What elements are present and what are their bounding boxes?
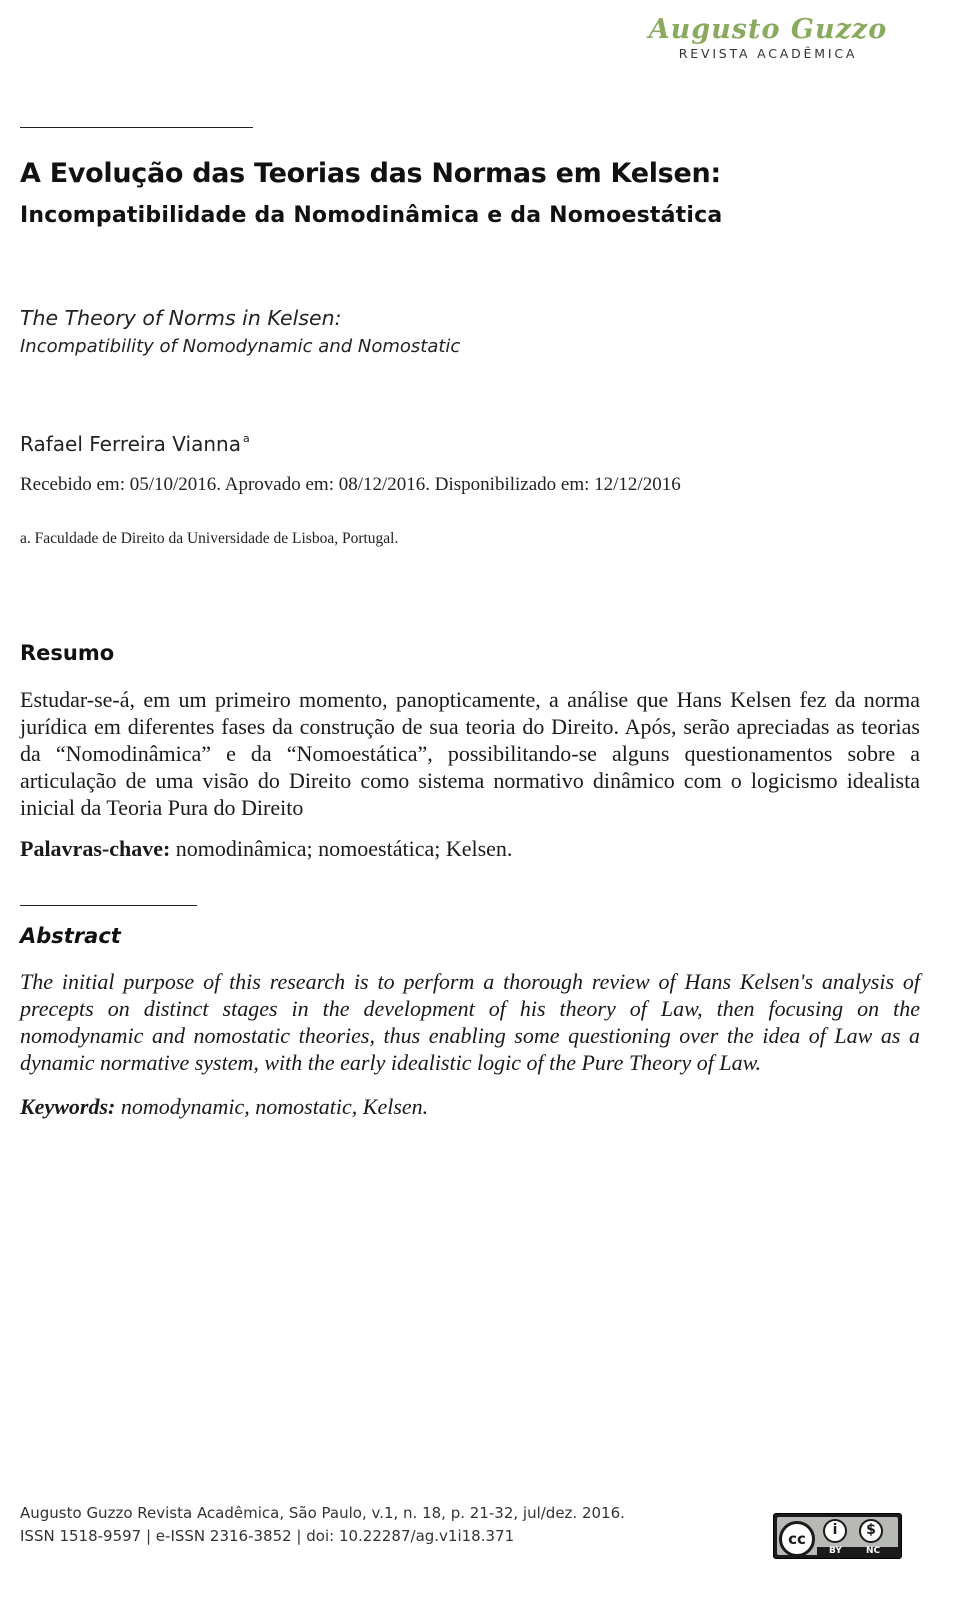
cc-labels-bar — [817, 1547, 901, 1558]
top-divider — [20, 127, 253, 128]
palavras-chave-label: Palavras-chave: — [20, 836, 171, 861]
keywords-label: Keywords: — [20, 1094, 116, 1119]
citation-line: Augusto Guzzo Revista Acadêmica, São Paulo, v.1, n. 18, p. 21-32, jul/dez. 2016. — [20, 1504, 625, 1522]
logo-script-text: Augusto Guzzo — [648, 14, 888, 45]
footer-citation — [20, 1502, 625, 1548]
author-line — [20, 432, 250, 456]
cc-badge-background — [777, 1517, 898, 1555]
article-subtitle: Incompatibilidade da Nomodinâmica e da Nomoestática — [20, 203, 723, 228]
resumo-heading: Resumo — [20, 641, 115, 665]
english-title: The Theory of Norms in Kelsen: — [20, 306, 342, 330]
keywords — [20, 1094, 428, 1120]
resumo-text: Estudar-se-á, em um primeiro momento, panopticamente, a análise que Hans Kelsen fez da norma jurídica em diferentes fases da construção de sua teoria do Direito. Após, serão apreciadas as teorias da “Nomodinâmica” e da “Nomoestática”, possibilitando-se alguns questionamentos sobre a articulação de uma visão do Direito como sistema normativo dinâmico com o logicismo idealista inicial da Teoria Pura do Direito — [20, 687, 920, 820]
cc-license-badge[interactable] — [773, 1513, 902, 1559]
by-label: BY — [829, 1546, 842, 1556]
noncommercial-icon: $ — [859, 1519, 883, 1543]
affiliation-mark: a — [242, 432, 250, 445]
abstract-text: The initial purpose of this research is to perform a thorough review of Hans Kelsen's analysis of precepts on distinct stages in the development of his theory of Law, then focusing on the nomodynamic and nomostatic theories, thus enabling some questioning over the idea of Law as a dynamic normative system, with the early idealistic logic of the Pure Theory of Law. — [20, 969, 920, 1075]
attribution-icon: i — [823, 1519, 847, 1543]
journal-logo — [638, 14, 898, 61]
mid-divider — [20, 905, 197, 906]
palavras-chave — [20, 836, 512, 862]
submission-dates: Recebido em: 05/10/2016. Aprovado em: 08/12/2016. Disponibilizado em: 12/12/2016 — [20, 474, 681, 495]
author-affiliation: a. Faculdade de Direito da Universidade de Lisboa, Portugal. — [20, 530, 399, 547]
nc-label: NC — [866, 1546, 881, 1556]
cc-icon: cc — [779, 1521, 815, 1557]
keywords-values: nomodynamic, nomostatic, Kelsen. — [120, 1094, 429, 1119]
abstract-heading: Abstract — [20, 924, 121, 948]
author-name: Rafael Ferreira Vianna — [20, 432, 241, 456]
article-title: A Evolução das Teorias das Normas em Kelsen: — [20, 158, 721, 189]
english-subtitle: Incompatibility of Nomodynamic and Nomostatic — [20, 336, 461, 357]
palavras-chave-values: nomodinâmica; nomoestática; Kelsen. — [175, 836, 513, 861]
logo-subtitle: REVISTA ACADÊMICA — [678, 46, 858, 61]
issn-doi-line: ISSN 1518-9597 | e-ISSN 2316-3852 | doi: 10.22287/ag.v1i18.371 — [20, 1527, 515, 1545]
